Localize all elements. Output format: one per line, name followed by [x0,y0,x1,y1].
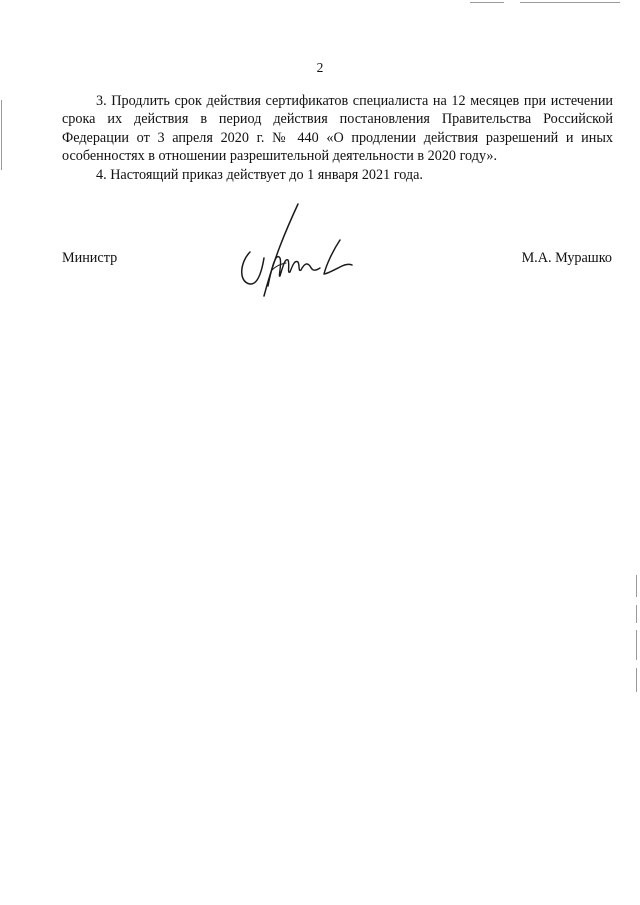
paragraph-3: 3. Продлить срок действия сертификатов специалиста на 12 месяцев при истечении срока их действия в период действия постановления Правительства Российской Федерации от 3 апреля 2020 г. № 440 «О продлении действия разрешений и иных особенностях в отношении разрешительной деятельности в 2020 году». [62,93,613,165]
signatory-name: М.А. Мурашко [521,250,612,266]
scan-mark-right-4 [636,668,637,692]
handwritten-signature [228,200,358,300]
scan-mark-right-1 [636,575,637,597]
signatory-title: Министр [62,250,118,266]
scan-mark-right-2 [636,605,637,623]
scan-mark-right-3 [636,630,637,660]
paragraph-4: 4. Настоящий приказ действует до 1 января 2021 года. [96,166,423,183]
scan-mark-top-2 [520,2,620,3]
document-body [62,92,613,184]
scan-mark-left [1,100,2,170]
scan-mark-top-1 [470,2,504,3]
page-number: 2 [316,60,324,75]
